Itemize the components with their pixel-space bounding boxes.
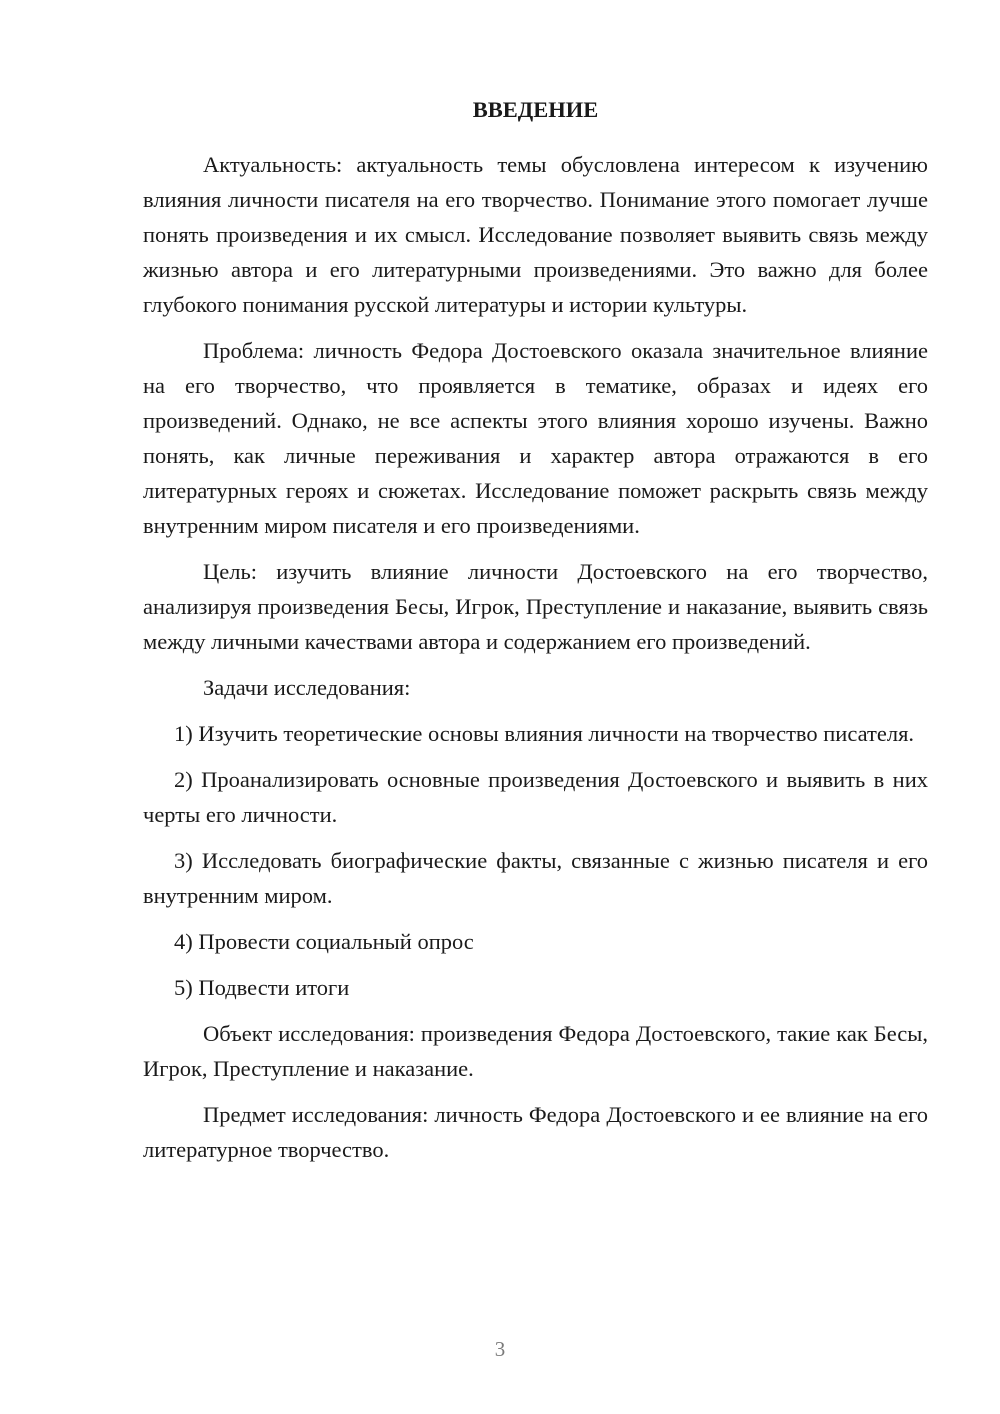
task-item-4: 4) Провести социальный опрос (174, 929, 474, 954)
document-title: ВВЕДЕНИЕ (472, 97, 599, 122)
task-item-1: 1) Изучить теоретические основы влияния личности на творчество писателя. (174, 721, 915, 746)
relevance-paragraph: Актуальность: актуальность темы обусловлена интересом к изучению влияния личности писателя на его творчество. Понимание этого помогает лучше понять произведения и их смысл. Исследование позволяет выявить связь между жизнью автора и его литературными произведениями. Это важно для более глубокого понимания русской литературы и истории культуры. (143, 152, 928, 317)
page-number: 3 (494, 1337, 506, 1361)
tasks-heading: Задачи исследования: (203, 675, 411, 700)
goal-paragraph: Цель: изучить влияние личности Достоевского на его творчество, анализируя произведения Бесы, Игрок, Преступление и наказание, выявить связь между личными качествами автора и содержанием его произведений. (143, 559, 928, 654)
task-item-5: 5) Подвести итоги (174, 975, 350, 1000)
object-paragraph: Объект исследования: произведения Федора Достоевского, такие как Бесы, Игрок, Преступление и наказание. (143, 1021, 928, 1081)
task-item-3: 3) Исследовать биографические факты, связанные с жизнью писателя и его внутренним миром. (143, 848, 928, 908)
document-page (143, 94, 928, 1178)
subject-paragraph: Предмет исследования: личность Федора Достоевского и ее влияние на его литературное творчество. (143, 1102, 928, 1162)
problem-paragraph: Проблема: личность Федора Достоевского оказала значительное влияние на его творчество, что проявляется в тематике, образах и идеях его произведений. Однако, не все аспекты этого влияния хорошо изучены. Важно понять, как личные переживания и характер автора отражаются в его литературных героях и сюжетах. Исследование поможет раскрыть связь между внутренним миром писателя и его произведениями. (143, 338, 928, 538)
task-item-2: 2) Проанализировать основные произведения Достоевского и выявить в них черты его личности. (143, 767, 928, 827)
